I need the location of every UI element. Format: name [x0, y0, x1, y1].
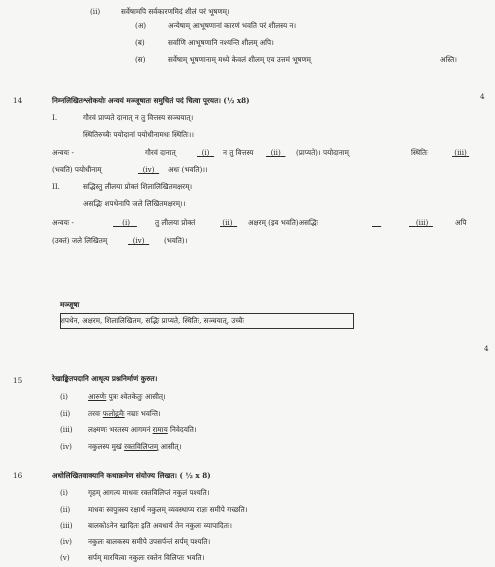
q13-option-a-text: अन्येषाम् आभूषणानां कारणं भवति परं शीलस्य न। — [168, 21, 297, 30]
q15-item-ii-label: (ii) — [60, 409, 71, 418]
q13-ii-label: (ii) — [90, 7, 101, 16]
q15-item-i-underlined: आरुणेः — [88, 392, 107, 401]
q16-item-v-label: (v) — [60, 553, 70, 562]
q13-ii-text: सर्वेषामपि सर्वकारणमिदं शीलं परं भूषणम्। — [121, 7, 230, 16]
q14-anvaya2-part-b: अक्षरम् (इव भवति)असद्भिः — [248, 218, 318, 227]
q15-item-i-label: (i) — [60, 392, 68, 401]
q14-blank-iii-label: (iii) — [454, 148, 467, 157]
q14-anvaya2-part-d: (भवति)। — [164, 236, 188, 245]
q16-item-iv-label: (iv) — [60, 537, 72, 546]
q15-question: रेखाङ्कितपदानि आधृत्य प्रश्ननिर्माणं कुरुत। — [52, 374, 158, 383]
q15-item-iv-post: आसीत्। — [158, 442, 182, 451]
q15-item-ii-post: नम्राः भवन्ति। — [124, 409, 161, 418]
q15-item-iii-post: निवेदयति। — [167, 425, 197, 434]
q16-item-ii-label: (ii) — [60, 505, 71, 514]
q16-item-v — [60, 553, 204, 562]
q14-anvaya2-blank-iii — [409, 218, 433, 227]
q14-question: निम्नलिखितश्लोकयोः अन्वयं मञ्जूषातः समुचितं पदं चित्वा पूरयत। (½ x8) — [52, 96, 250, 105]
q14-anvaya2-api: अपि — [455, 218, 467, 227]
q14-anvaya1-part-e: अधः (भवति)।। — [168, 165, 208, 174]
q15-item-iii-underlined: रामाय — [152, 425, 168, 434]
q14-anvaya2-blank-i-label: (i) — [122, 218, 131, 227]
q14-blank-i-label: (i) — [201, 148, 210, 157]
q15-item-ii — [60, 409, 161, 418]
q15-marks: 4 — [484, 344, 489, 353]
q16-item-iv — [60, 537, 210, 546]
q16-item-iii-label: (iii) — [60, 521, 73, 530]
q15-item-i — [60, 392, 166, 401]
q15-item-iii-label: (iii) — [60, 425, 73, 434]
manjusha-title: मञ्जूषा — [60, 300, 80, 309]
q16-number: 16 — [13, 471, 23, 480]
q14-blank-i — [197, 148, 214, 157]
q14-marks: 4 — [480, 92, 485, 101]
q14-anvaya1-part-b: न तु वित्तस्य — [223, 148, 254, 157]
q14-anvaya2-blank-i — [113, 218, 137, 227]
q13-option-a-label: (अ) — [135, 21, 147, 30]
q15-item-iii — [60, 425, 197, 434]
q14-anvaya2-label: अन्वयः - — [52, 218, 74, 227]
q16-item-i-label: (i) — [60, 488, 68, 497]
q14-anvaya1-part-d: (भवति) पयोधीनाम् — [52, 165, 102, 174]
q15-item-iv-label: (iv) — [60, 442, 72, 451]
q16-item-ii — [60, 505, 248, 514]
q15-item-ii-underlined: फलोद्गमैः — [102, 409, 125, 418]
q16-item-iv-text: नकुलः बालकस्य समीपे उपसर्पन्तं सर्पम् पश्यति। — [88, 537, 211, 546]
q14-anvaya2-blank-ii-label: (ii) — [222, 218, 233, 227]
q13-option-b-text: सर्वाणि आभूषणानि नश्यन्ति शीलम् अपि। — [168, 38, 274, 47]
q15-item-i-post: पुत्रः श्वेतकेतुः आसीत्। — [106, 392, 166, 401]
q14-anvaya1-part-c: (प्राप्यते)। पयोदानाम् — [296, 148, 349, 157]
q15-item-iv-underlined: रक्तविलिप्तम् — [124, 442, 159, 451]
q14-sthitih: स्थितिः — [411, 148, 428, 157]
q14-blank-ii-label: (ii) — [270, 148, 281, 157]
q16-item-iii — [60, 521, 232, 530]
q14-blank-iv — [138, 165, 159, 174]
q14-anvaya1-part-a: गौरवं दानात् — [145, 148, 176, 157]
q16-item-i — [60, 488, 209, 497]
q15-item-iv-pre: नकुलस्य मुखं — [88, 442, 125, 451]
q14-I-line1: गौरवं प्राप्यते दानात् न तु वित्तस्य सञ्चयात्। — [83, 113, 194, 122]
q14-anvaya2-blank-ii — [220, 218, 237, 227]
q16-item-iii-text: बालकोऽनेन खादितः इति अवधार्य तेन नकुलः व्यापादितः। — [88, 521, 232, 530]
q14-blank-ii — [266, 148, 285, 157]
q14-number: 14 — [13, 96, 23, 105]
q16-item-ii-text: माधवः स्वपुत्रस्य रक्षार्थं नकुलम् व्यवस्थाप्य राज्ञः समीपे गच्छति। — [88, 505, 248, 514]
q16-question: अधोलिखितवाक्यानि कथाक्रमेण संयोज्य लिखत। ( ½ x 8) — [52, 471, 211, 480]
q14-blank-iii — [452, 148, 469, 157]
q13-option-c-label: (स) — [135, 55, 146, 64]
q14-anvaya2-blank-gap — [372, 218, 381, 227]
q15-number: 15 — [13, 376, 23, 385]
q14-II-label: II. — [52, 182, 60, 191]
q13-option-b-label: (ब) — [135, 38, 145, 47]
q14-II-line2: असद्भिः शपथेनापि जले लिखितमक्षरम्।। — [83, 199, 186, 208]
q15-item-iii-pre: लक्ष्मणः भरतस्य आगमनं — [88, 425, 153, 434]
q14-anvaya2-part-a: तु लीलया प्रोक्तं — [155, 218, 196, 227]
q13-option-c-text: सर्वेषाम् भूषणानाम् मध्ये केवलं शीलम् एव उत्तमं भूषणम् — [168, 55, 311, 64]
q14-I-label: I. — [52, 113, 58, 122]
q14-anvaya2-blank-iv — [128, 236, 149, 245]
q16-item-v-text: सर्पम् मारयित्वा नकुलः रक्तेन विलिप्तः भवति। — [88, 553, 205, 562]
q14-blank-iv-label: (iv) — [142, 165, 155, 174]
q14-anvaya2-blank-iv-label: (iv) — [132, 236, 145, 245]
q14-anvaya2-blank-iii-label: (iii) — [415, 218, 429, 227]
q14-anvaya2-part-c: (उक्तं) जले लिखितम् — [52, 236, 108, 245]
q14-II-line1: सद्भिस्तु लीलया प्रोक्तं शिलालिखितमक्षरम्। — [83, 182, 193, 191]
q15-item-ii-pre: तरवः — [88, 409, 103, 418]
q16-item-i-text: गृहम् आगत्य माधवः रक्तविलिप्तं नकुलं पश्यति। — [88, 488, 210, 497]
manjusha-words: शपथेन, अक्षरम, शिलालिखितम, सद्भिः प्राप्यते, स्थितिः, सञ्चयात्, उच्चैः — [60, 316, 244, 325]
q15-item-iv — [60, 442, 181, 451]
q14-anvaya1-label: अन्वयः - — [52, 148, 74, 157]
q14-I-line2: स्थितिरुच्चैः पयोदानां पयोधीनामधः स्थितिः।। — [83, 130, 194, 139]
q13-asti: अस्ति। — [440, 55, 457, 64]
